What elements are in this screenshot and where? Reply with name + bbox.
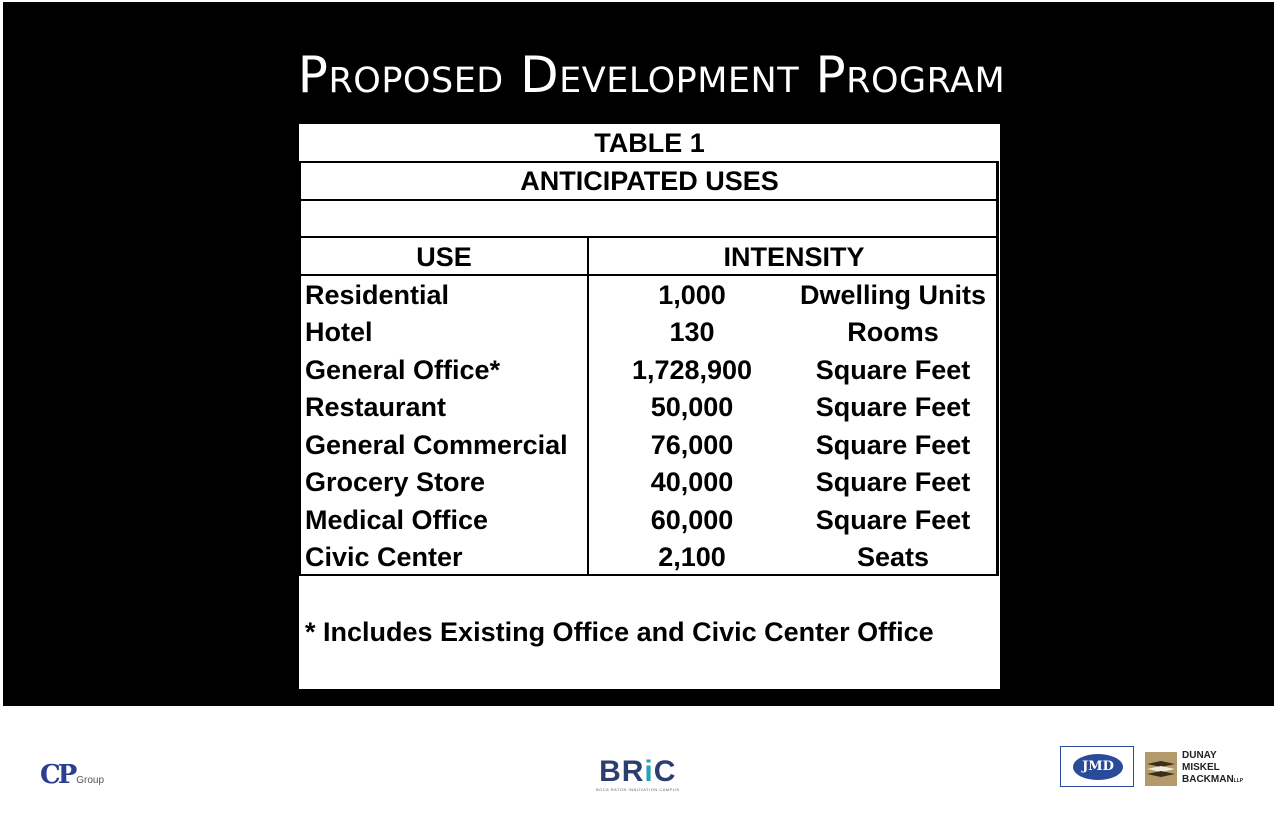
use-cell: Civic Center (305, 542, 463, 572)
unit-cell: Square Feet (815, 467, 971, 497)
unit-cell: Dwelling Units (799, 280, 986, 310)
use-cell: General Office* (305, 355, 501, 385)
dmb-line1: DUNAY (1182, 750, 1217, 761)
divider (299, 274, 998, 276)
dmb-line2: MISKEL (1182, 762, 1220, 773)
dmb-stripes-icon (1145, 752, 1177, 786)
intensity-cell: 130 (669, 317, 715, 347)
development-program-table (299, 124, 1000, 689)
column-header-intensity: INTENSITY (723, 242, 865, 272)
intensity-cell: 1,000 (658, 280, 726, 310)
cp-logo-mark: CP (40, 760, 75, 790)
table-subtitle: ANTICIPATED USES (520, 166, 779, 196)
divider (299, 199, 998, 201)
bric-word-end: C (653, 755, 677, 788)
unit-cell: Seats (856, 542, 930, 572)
unit-cell: Square Feet (815, 430, 971, 460)
jmd-logo (1060, 746, 1134, 787)
unit-cell: Rooms (847, 317, 939, 347)
divider (299, 236, 998, 238)
jmd-logo-mark: JMD (1073, 754, 1123, 780)
page-title: Proposed Development Program (297, 46, 1006, 104)
intensity-cell: 2,100 (658, 542, 726, 572)
use-cell: Hotel (305, 317, 373, 347)
intensity-cell: 50,000 (650, 392, 734, 422)
use-cell: Medical Office (305, 505, 489, 535)
bric-wordmark (596, 755, 680, 789)
divider (299, 161, 998, 163)
intensity-cell: 40,000 (650, 467, 734, 497)
dmb-logo-text (1182, 750, 1243, 787)
cp-group-logo (40, 760, 104, 790)
unit-cell: Square Feet (815, 392, 971, 422)
use-cell: Restaurant (305, 392, 447, 422)
divider (996, 236, 999, 576)
use-cell: General Commercial (305, 430, 568, 460)
dmb-suffix: LLP (1233, 778, 1244, 784)
column-header-use: USE (416, 242, 472, 272)
use-cell: Grocery Store (305, 467, 486, 497)
table-footnote: * Includes Existing Office and Civic Center Office (305, 617, 934, 647)
column-divider (587, 236, 589, 576)
divider (299, 574, 998, 576)
bric-logo (596, 755, 680, 792)
cp-logo-sub: Group (76, 775, 105, 786)
intensity-cell: 1,728,900 (631, 355, 753, 385)
unit-cell: Square Feet (815, 505, 971, 535)
divider (299, 236, 301, 576)
use-cell: Residential (305, 280, 450, 310)
intensity-cell: 60,000 (650, 505, 734, 535)
bric-tagline: BOCA RATON INNOVATION CAMPUS (596, 787, 680, 792)
table-caption: TABLE 1 (594, 128, 705, 158)
bric-word-start: BR (599, 755, 645, 788)
dmb-line3: BACKMAN (1182, 774, 1234, 785)
dmb-logo-mark (1145, 752, 1177, 786)
bric-word-i: i (644, 755, 654, 788)
unit-cell: Square Feet (815, 355, 971, 385)
intensity-cell: 76,000 (650, 430, 734, 460)
